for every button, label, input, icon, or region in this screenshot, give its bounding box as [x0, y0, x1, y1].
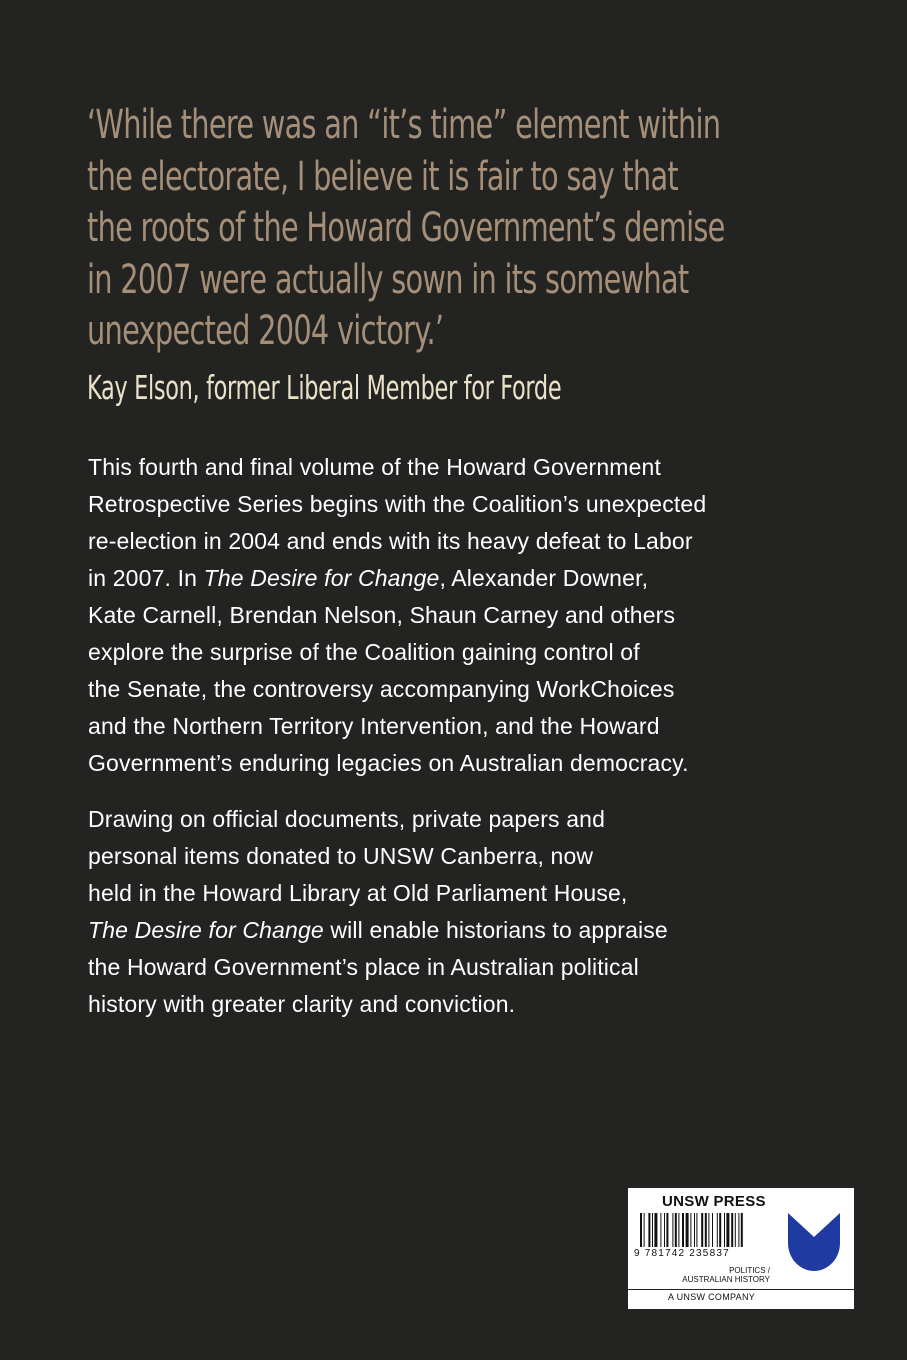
- barcode-bar: [678, 1213, 679, 1247]
- barcode-panel: [628, 1188, 854, 1309]
- quote-line: unexpected 2004 victory.’: [87, 308, 444, 354]
- barcode-bar: [705, 1213, 707, 1247]
- quote-line: in 2007 were actually sown in its somewhat: [87, 256, 689, 303]
- blurb-line: This fourth and final volume of the Howard Government: [88, 454, 662, 480]
- barcode-bar: [675, 1213, 677, 1247]
- blurb-line: Government’s enduring legacies on Australian democracy.: [88, 750, 689, 776]
- subject-category: [682, 1266, 770, 1284]
- blurb-text: will enable historians to appraise: [323, 917, 668, 943]
- barcode-bar: [708, 1213, 709, 1247]
- quote-attribution: Kay Elson, former Liberal Member for Forde: [87, 368, 562, 407]
- unsw-press-chevron-logo-icon: [786, 1211, 842, 1273]
- isbn-barcode: [640, 1213, 778, 1249]
- barcode-bar: [719, 1213, 721, 1247]
- quote-line: the electorate, I believe it is fair to say that: [87, 153, 678, 200]
- company-name: A UNSW COMPANY: [668, 1292, 756, 1302]
- isbn-number: 9 781742 235837: [634, 1248, 730, 1259]
- barcode-bar: [660, 1213, 661, 1247]
- barcode-bar: [731, 1213, 733, 1247]
- panel-divider: [628, 1289, 854, 1290]
- blurb-text: in 2007. In: [88, 565, 204, 591]
- barcode-bar: [726, 1213, 729, 1247]
- blurb-line: [88, 560, 788, 597]
- barcode-bar: [666, 1213, 668, 1247]
- blurb-line: the Senate, the controversy accompanying WorkChoices: [88, 676, 675, 702]
- barcode-bar: [696, 1213, 697, 1247]
- logo-shape: [788, 1213, 840, 1271]
- blurb-line: Retrospective Series begins with the Coalition’s unexpected: [88, 491, 707, 517]
- blurb-line: Drawing on official documents, private papers and: [88, 806, 606, 832]
- blurb-line: explore the surprise of the Coalition gaining control of: [88, 639, 640, 665]
- blurb-line: [88, 912, 788, 949]
- blurb-line: personal items donated to UNSW Canberra, now: [88, 843, 594, 869]
- barcode-bar: [644, 1213, 645, 1247]
- book-title: The Desire for Change: [88, 917, 324, 943]
- barcode-bar: [652, 1213, 653, 1247]
- category-line: POLITICS /: [729, 1266, 770, 1275]
- barcode-bar: [701, 1213, 703, 1247]
- barcode-bar: [648, 1213, 650, 1247]
- blurb-line: the Howard Government’s place in Australian political: [88, 954, 639, 980]
- barcode-bar: [686, 1213, 689, 1247]
- barcode-bar: [741, 1213, 743, 1247]
- blurb-line: held in the Howard Library at Old Parliament House,: [88, 880, 628, 906]
- barcode-bar: [717, 1213, 718, 1247]
- blurb-line: and the Northern Territory Intervention, and the Howard: [88, 713, 660, 739]
- barcode-bar: [672, 1213, 673, 1247]
- barcode-bar: [724, 1213, 725, 1247]
- blurb-paragraph-1: [88, 449, 788, 782]
- blurb-line: Kate Carnell, Brendan Nelson, Shaun Carney and others: [88, 602, 676, 628]
- barcode-bar: [694, 1213, 695, 1247]
- quote-line: ‘While there was an “it’s time” element within: [87, 102, 721, 148]
- category-line: AUSTRALIAN HISTORY: [682, 1275, 770, 1284]
- pull-quote: [87, 100, 725, 358]
- blurb-paragraph-2: [88, 801, 788, 1023]
- barcode-bar: [735, 1213, 736, 1247]
- barcode-bar: [738, 1213, 739, 1247]
- barcode-bar: [712, 1213, 713, 1247]
- blurb-line: re-election in 2004 and ends with its heavy defeat to Labor: [88, 528, 693, 554]
- barcode-bar: [664, 1213, 665, 1247]
- book-title: The Desire for Change: [203, 565, 440, 591]
- blurb-text: , Alexander Downer,: [439, 565, 649, 591]
- blurb-line: history with greater clarity and conviction.: [88, 991, 516, 1017]
- barcode-bar: [682, 1213, 684, 1247]
- barcode-bar: [640, 1213, 642, 1247]
- quote-line: the roots of the Howard Government’s demise: [87, 205, 725, 251]
- publisher-name: UNSW PRESS: [662, 1193, 766, 1210]
- barcode-bar: [654, 1213, 657, 1247]
- barcode-bar: [690, 1213, 691, 1247]
